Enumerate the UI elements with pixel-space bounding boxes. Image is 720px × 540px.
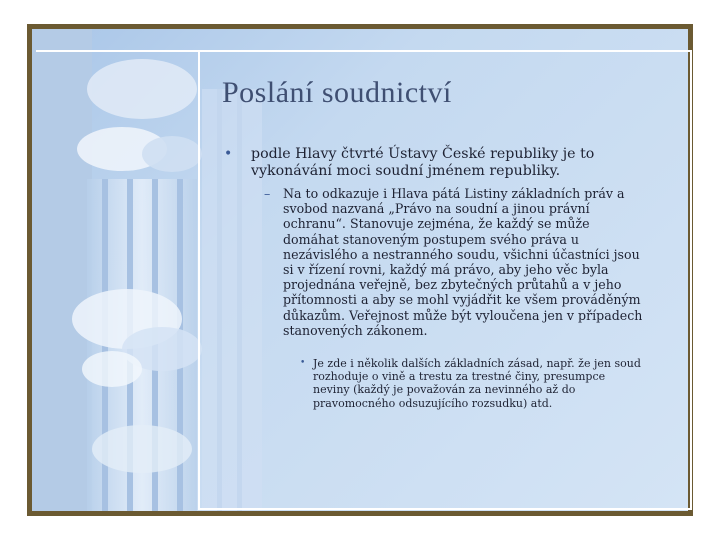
dash-marker-icon: – bbox=[264, 186, 271, 201]
bullet-level-3 bbox=[300, 357, 645, 410]
bullet-level-1 bbox=[224, 146, 654, 180]
bullet-dot-icon: • bbox=[224, 146, 233, 162]
bullet-level-3-text: Je zde i několik dalších základních zásad, např. že jen soud rozhoduje o vině a trestu za trestné činy, presumpce neviny (každý je považován za nevinného až do pravomocného odsuzujícího rozsudku) atd. bbox=[313, 357, 641, 410]
slide-title: Poslání soudnictví bbox=[222, 76, 452, 109]
bullet-level-2-text: Na to odkazuje i Hlava pátá Listiny základních práv a svobod nazvaná „Právo na soudní a jinou právní ochranu“. Stanovuje zejména, že každý se může domáhat stanoveným postupem svého práva u nezávislého a nestranného soudu, všichni účastníci jsou si v řízení rovni, každý má právo, aby jeho věc byla projednána veřejně, bez zbytečných průtahů a v jeho přítomnosti a aby se mohl vyjádřit ke všem prováděným důkazům. Veřejnost může být vyloučena jen v případech stanovených zákonem. bbox=[283, 186, 643, 338]
bullet-level-1-text: podle Hlavy čtvrté Ústavy České republiky je to vykonávání moci soudní jménem republiky. bbox=[251, 146, 595, 179]
bullet-dot-small-icon: • bbox=[300, 358, 306, 368]
bullet-level-2 bbox=[264, 186, 644, 338]
